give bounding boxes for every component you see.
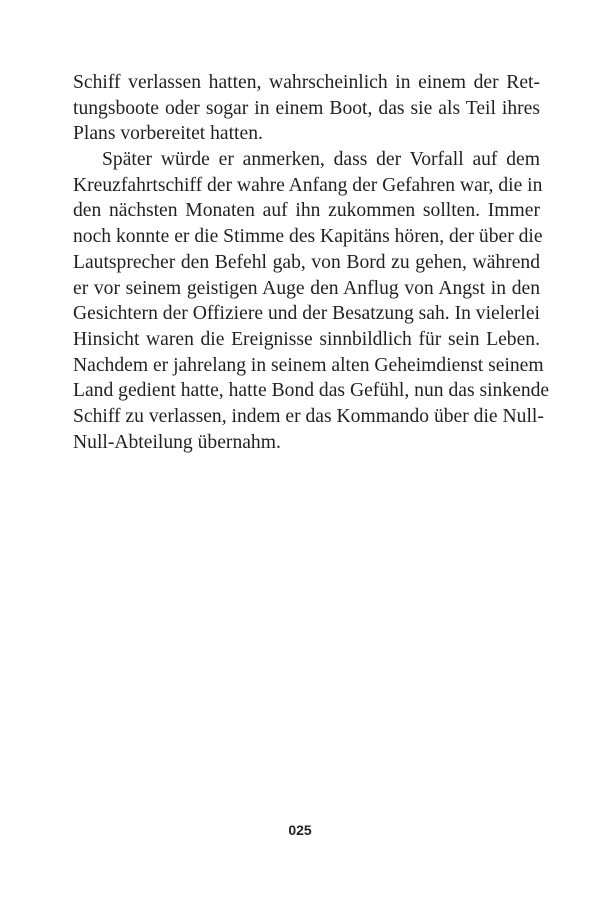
text-line: noch konnte er die Stimme des Kapitäns hören, der über die — [73, 226, 543, 248]
text-line: Null-Abteilung übernahm. — [73, 431, 281, 453]
page-number: 025 — [288, 822, 312, 838]
text-line: Schiff verlassen hatten, wahrscheinlich in einem der Ret- — [73, 72, 540, 93]
text-line: den nächsten Monaten auf ihn zukommen sollten. Immer — [73, 200, 540, 222]
text-line: Lautsprecher den Befehl gab, von Bord zu gehen, während — [73, 251, 540, 273]
paragraph-2 — [73, 147, 550, 455]
text-line: tungsboote oder sogar in einem Boot, das sie als Teil ihres — [73, 97, 540, 119]
text-line: Kreuzfahrtschiff der wahre Anfang der Gefahren war, die in — [73, 174, 543, 196]
text-line: Nachdem er jahrelang in seinem alten Geheimdienst seinem — [73, 354, 544, 376]
text-line: Schiff zu verlassen, indem er das Kommando über die Null- — [73, 405, 544, 427]
body-text — [73, 70, 550, 455]
text-line: er vor seinem geistigen Auge den Anflug von Angst in den — [73, 277, 540, 299]
paragraph-1 — [73, 70, 540, 147]
text-line: Hinsicht waren die Ereignisse sinnbildlich für sein Leben. — [73, 328, 540, 350]
text-line: Gesichtern der Offiziere und der Besatzung sah. In vielerlei — [73, 303, 540, 325]
text-line: Später würde er anmerken, dass der Vorfall auf dem — [102, 149, 540, 171]
text-line: Land gedient hatte, hatte Bond das Gefühl, nun das sinkende — [73, 380, 550, 402]
text-line: Plans vorbereitet hatten. — [73, 123, 263, 145]
